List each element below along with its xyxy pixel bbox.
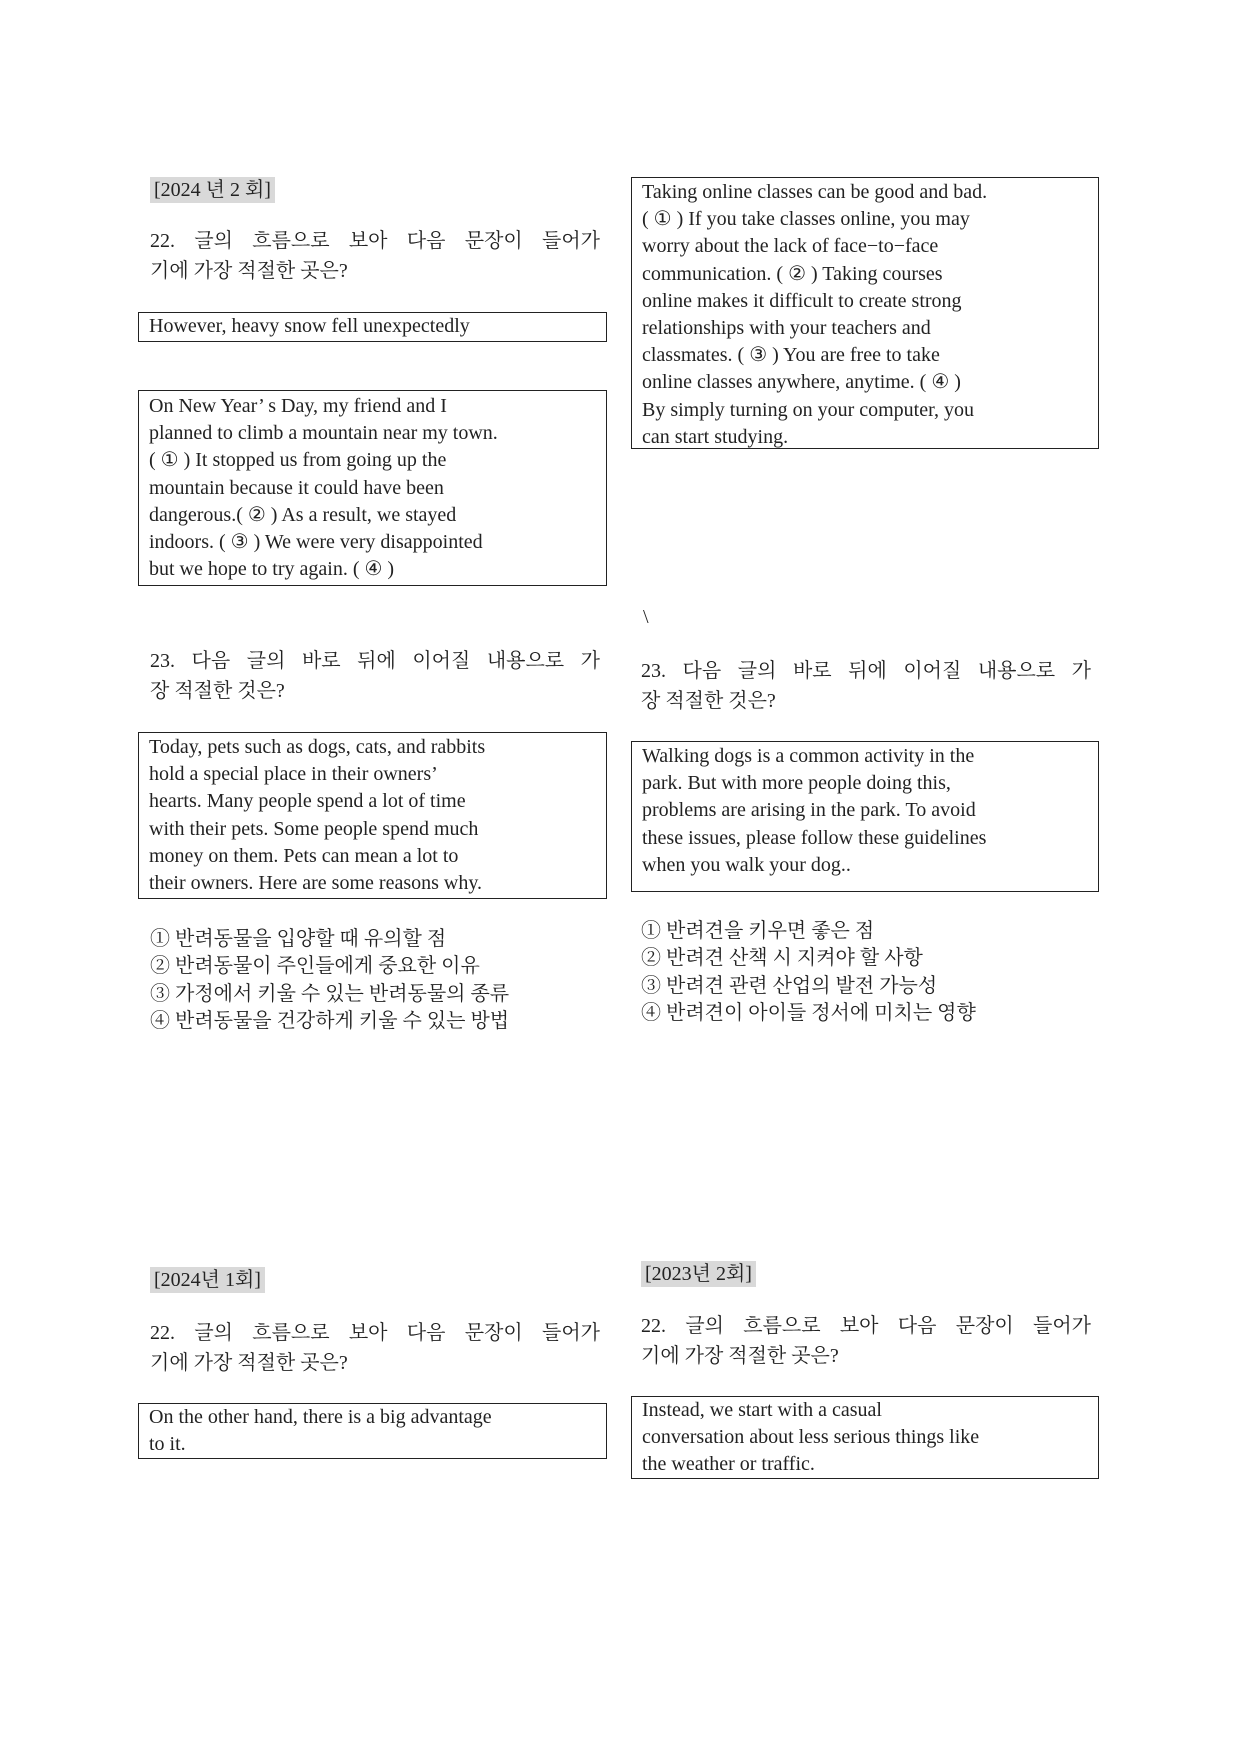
text-line: these issues, please follow these guidelines	[642, 826, 987, 849]
text-line: problems are arising in the park. To avoid	[642, 799, 976, 822]
text-line: but we hope to try again. ( ④ )	[149, 558, 395, 581]
text-line: can start studying.	[642, 425, 789, 448]
text-line: ④ 반려견이 아이들 정서에 미치는 영향	[641, 1001, 976, 1024]
text-line: park. But with more people doing this,	[642, 772, 951, 795]
text-line: ① 반려견을 키우면 좋은 점	[641, 920, 875, 942]
text-line: By simply turning on your computer, you	[642, 398, 974, 421]
text-line: with their pets. Some people spend much	[149, 817, 479, 840]
text-line: 기에 가장 적절한 곳은?	[150, 260, 348, 282]
text-line: dangerous.( ② ) As a result, we stayed	[149, 503, 457, 526]
text-line: mountain because it could have been	[149, 476, 444, 499]
exam-tag-2023-2: [2023년 2회]	[641, 1261, 756, 1287]
text-line: online classes anywhere, anytime. ( ④ )	[642, 371, 961, 394]
text-line: ② 반려견 산책 시 지켜야 할 사항	[641, 947, 923, 970]
answer-options	[150, 926, 509, 1035]
text-line: when you walk your dog..	[642, 853, 851, 876]
passage-box	[138, 390, 607, 586]
question-22-text	[150, 1318, 600, 1378]
text-line: indoors. ( ③ ) We were very disappointed	[149, 531, 483, 554]
passage-box	[138, 732, 607, 899]
text-line: online makes it difficult to create strong	[642, 289, 962, 312]
text-line: 기에 가장 적절한 곳은?	[150, 1352, 348, 1374]
text-line: ④ 반려동물을 건강하게 키울 수 있는 방법	[150, 1009, 510, 1032]
given-sentence-box	[138, 312, 607, 342]
text-line: On New Year’ s Day, my friend and I	[149, 395, 447, 417]
question-23-text	[641, 656, 1091, 716]
text-line: hold a special place in their owners’	[149, 763, 438, 786]
text-line: communication. ( ② ) Taking courses	[642, 262, 943, 285]
given-sentence-box	[631, 1396, 1099, 1479]
text-line: ( ① ) If you take classes online, you may	[642, 208, 970, 231]
text-line: Instead, we start with a casual	[642, 1399, 882, 1421]
stray-mark: \	[643, 606, 649, 628]
text-line: 장 적절한 것은?	[641, 690, 776, 712]
answer-options	[641, 918, 976, 1027]
text-line: classmates. ( ③ ) You are free to take	[642, 344, 940, 367]
passage-box	[631, 741, 1099, 892]
text-line: 기에 가장 적절한 곳은?	[641, 1345, 839, 1367]
text-line: conversation about less serious things like	[642, 1426, 980, 1449]
text-line: 23. 다음 글의 바로 뒤에 이어질 내용으로 가	[641, 660, 1091, 682]
text-line: 장 적절한 것은?	[150, 680, 285, 702]
text-line: 22. 글의 흐름으로 보아 다음 문장이 들어가	[641, 1315, 1091, 1337]
text-line: hearts. Many people spend a lot of time	[149, 790, 466, 813]
question-22-text	[641, 1311, 1091, 1371]
text-line: However, heavy snow fell unexpectedly	[149, 315, 470, 337]
text-line: to it.	[149, 1433, 186, 1456]
text-line: Walking dogs is a common activity in the	[642, 745, 975, 767]
text-line: worry about the lack of face−to−face	[642, 235, 939, 258]
exam-tag-2024-2: [2024 년 2 회]	[150, 177, 275, 203]
text-line: the weather or traffic.	[642, 1453, 815, 1476]
text-line: relationships with your teachers and	[642, 317, 931, 340]
question-23-text	[150, 646, 600, 706]
text-line: 22. 글의 흐름으로 보아 다음 문장이 들어가	[150, 1322, 600, 1344]
text-line: ③ 가정에서 키울 수 있는 반려동물의 종류	[150, 982, 510, 1005]
text-line: their owners. Here are some reasons why.	[149, 872, 483, 895]
text-line: 22. 글의 흐름으로 보아 다음 문장이 들어가	[150, 230, 600, 252]
text-line: ( ① ) It stopped us from going up the	[149, 449, 447, 472]
text-line: On the other hand, there is a big advantage	[149, 1406, 492, 1428]
text-line: 23. 다음 글의 바로 뒤에 이어질 내용으로 가	[150, 650, 600, 672]
passage-box	[631, 177, 1099, 449]
text-line: ③ 반려견 관련 산업의 발전 가능성	[641, 974, 938, 997]
exam-tag-2024-1: [2024년 1회]	[150, 1267, 265, 1293]
text-line: Today, pets such as dogs, cats, and rabbits	[149, 736, 486, 758]
text-line: ② 반려동물이 주인들에게 중요한 이유	[150, 955, 480, 978]
text-line: planned to climb a mountain near my town.	[149, 422, 498, 445]
text-line: ① 반려동물을 입양할 때 유의할 점	[150, 928, 447, 950]
text-line: Taking online classes can be good and bad.	[642, 181, 988, 203]
text-line: money on them. Pets can mean a lot to	[149, 844, 459, 867]
question-22-text	[150, 226, 600, 286]
given-sentence-box	[138, 1403, 607, 1459]
